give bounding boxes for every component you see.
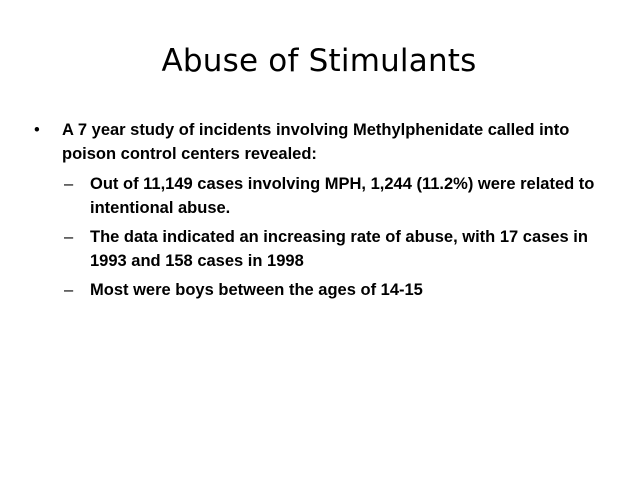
sub-bullet-marker: – bbox=[64, 228, 74, 246]
slide-title: Abuse of Stimulants bbox=[161, 43, 477, 79]
sub-bullet-marker: – bbox=[64, 281, 74, 299]
bullet-marker: • bbox=[34, 121, 40, 139]
sub-bullet bbox=[34, 278, 614, 302]
sub-bullet bbox=[34, 225, 614, 273]
main-bullet bbox=[34, 118, 614, 166]
sub-bullet-text: Most were boys between the ages of 14-15 bbox=[90, 281, 423, 299]
sub-bullet-text: Out of 11,149 cases involving MPH, 1,244 (11.2%) were related to intentional abuse. bbox=[90, 175, 595, 217]
sub-bullet-marker: – bbox=[64, 175, 74, 193]
sub-bullet-text: The data indicated an increasing rate of abuse, with 17 cases in 1993 and 158 cases in 1998 bbox=[90, 228, 588, 270]
sub-bullet bbox=[34, 172, 614, 220]
main-bullet-text: A 7 year study of incidents involving Methylphenidate called into poison control centers revealed: bbox=[62, 121, 570, 163]
bullet-list bbox=[34, 118, 614, 307]
